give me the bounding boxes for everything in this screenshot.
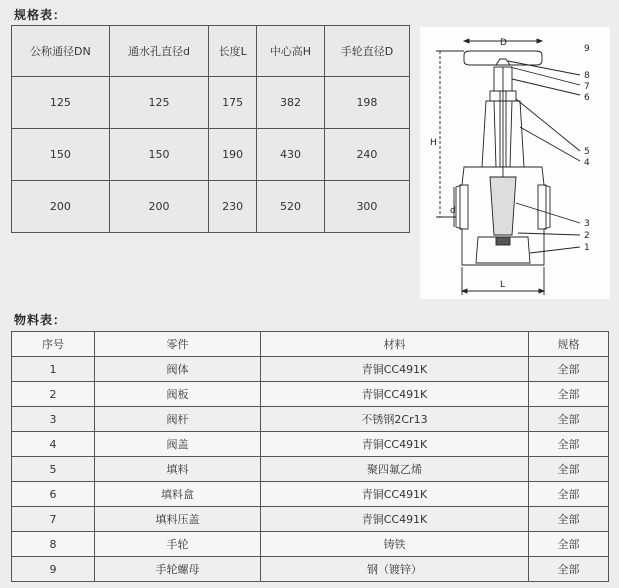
part-label-7: 7 xyxy=(584,82,590,92)
handwheel-shape xyxy=(464,51,542,65)
material-cell: 填料 xyxy=(95,457,261,482)
spec-cell: 125 xyxy=(109,77,209,129)
gate-valve-diagram xyxy=(420,27,610,299)
material-header-cell: 规格 xyxy=(529,332,609,357)
spec-cell: 200 xyxy=(12,181,110,233)
material-cell: 全部 xyxy=(529,457,609,482)
material-table xyxy=(11,331,609,582)
table-row xyxy=(12,407,609,432)
table-row xyxy=(12,457,609,482)
material-cell: 手轮螺母 xyxy=(95,557,261,582)
material-cell: 8 xyxy=(12,532,95,557)
part-label-1: 1 xyxy=(584,243,590,253)
spec-header-cell: 手轮直径D xyxy=(324,26,409,77)
material-header-cell: 序号 xyxy=(12,332,95,357)
part-label-4: 4 xyxy=(584,158,590,168)
material-cell: 阀杆 xyxy=(95,407,261,432)
spec-cell: 240 xyxy=(324,129,409,181)
spec-cell: 300 xyxy=(324,181,409,233)
label-L: L xyxy=(500,280,506,290)
material-header-row xyxy=(12,332,609,357)
spec-cell: 190 xyxy=(209,129,257,181)
part-label-9: 9 xyxy=(584,44,590,54)
material-cell: 青铜CC491K xyxy=(261,507,529,532)
material-cell: 青铜CC491K xyxy=(261,382,529,407)
material-cell: 青铜CC491K xyxy=(261,482,529,507)
material-header-cell: 材料 xyxy=(261,332,529,357)
spec-cell: 175 xyxy=(209,77,257,129)
table-row xyxy=(12,482,609,507)
material-cell: 2 xyxy=(12,382,95,407)
spec-row xyxy=(12,77,410,129)
material-cell: 1 xyxy=(12,357,95,382)
material-cell: 铸铁 xyxy=(261,532,529,557)
spec-header-cell: 通水孔直径d xyxy=(109,26,209,77)
material-header-cell: 零件 xyxy=(95,332,261,357)
spec-cell: 200 xyxy=(109,181,209,233)
table-row xyxy=(12,532,609,557)
spec-row xyxy=(12,181,410,233)
material-cell: 全部 xyxy=(529,557,609,582)
material-cell: 4 xyxy=(12,432,95,457)
material-cell: 阀板 xyxy=(95,382,261,407)
material-cell: 5 xyxy=(12,457,95,482)
material-cell: 全部 xyxy=(529,532,609,557)
table-row xyxy=(12,432,609,457)
label-d: d xyxy=(450,206,456,216)
material-cell: 青铜CC491K xyxy=(261,357,529,382)
material-cell: 填料压盖 xyxy=(95,507,261,532)
spec-header-cell: 长度L xyxy=(209,26,257,77)
material-cell: 全部 xyxy=(529,507,609,532)
material-cell: 3 xyxy=(12,407,95,432)
spec-cell: 198 xyxy=(324,77,409,129)
spec-cell: 430 xyxy=(257,129,325,181)
material-cell: 聚四氟乙烯 xyxy=(261,457,529,482)
material-cell: 手轮 xyxy=(95,532,261,557)
material-cell: 全部 xyxy=(529,407,609,432)
spec-table xyxy=(11,25,410,233)
material-cell: 阀盖 xyxy=(95,432,261,457)
part-label-6: 6 xyxy=(584,93,590,103)
spec-cell: 520 xyxy=(257,181,325,233)
spec-cell: 150 xyxy=(109,129,209,181)
spec-cell: 150 xyxy=(12,129,110,181)
spec-cell: 125 xyxy=(12,77,110,129)
material-cell: 7 xyxy=(12,507,95,532)
material-cell: 6 xyxy=(12,482,95,507)
spec-header-cell: 中心高H xyxy=(257,26,325,77)
table-row xyxy=(12,357,609,382)
material-cell: 全部 xyxy=(529,357,609,382)
table-row xyxy=(12,557,609,582)
label-D: D xyxy=(500,38,507,48)
material-cell: 全部 xyxy=(529,432,609,457)
table-row xyxy=(12,507,609,532)
part-label-2: 2 xyxy=(584,231,590,241)
part-label-5: 5 xyxy=(584,147,590,157)
material-cell: 钢（镀锌） xyxy=(261,557,529,582)
material-cell: 填料盒 xyxy=(95,482,261,507)
spec-section-title: 规格表： xyxy=(14,8,67,22)
material-section-title: 物料表： xyxy=(14,313,67,327)
material-cell: 不锈钢2Cr13 xyxy=(261,407,529,432)
spec-cell: 230 xyxy=(209,181,257,233)
spec-header-row xyxy=(12,26,410,77)
spec-cell: 382 xyxy=(257,77,325,129)
material-cell: 9 xyxy=(12,557,95,582)
table-row xyxy=(12,382,609,407)
part-label-8: 8 xyxy=(584,71,590,81)
spec-header-cell: 公称通径DN xyxy=(12,26,110,77)
spec-row xyxy=(12,129,410,181)
label-H: H xyxy=(430,138,437,148)
material-cell: 全部 xyxy=(529,482,609,507)
material-cell: 全部 xyxy=(529,382,609,407)
material-cell: 青铜CC491K xyxy=(261,432,529,457)
part-label-3: 3 xyxy=(584,219,590,229)
material-cell: 阀体 xyxy=(95,357,261,382)
